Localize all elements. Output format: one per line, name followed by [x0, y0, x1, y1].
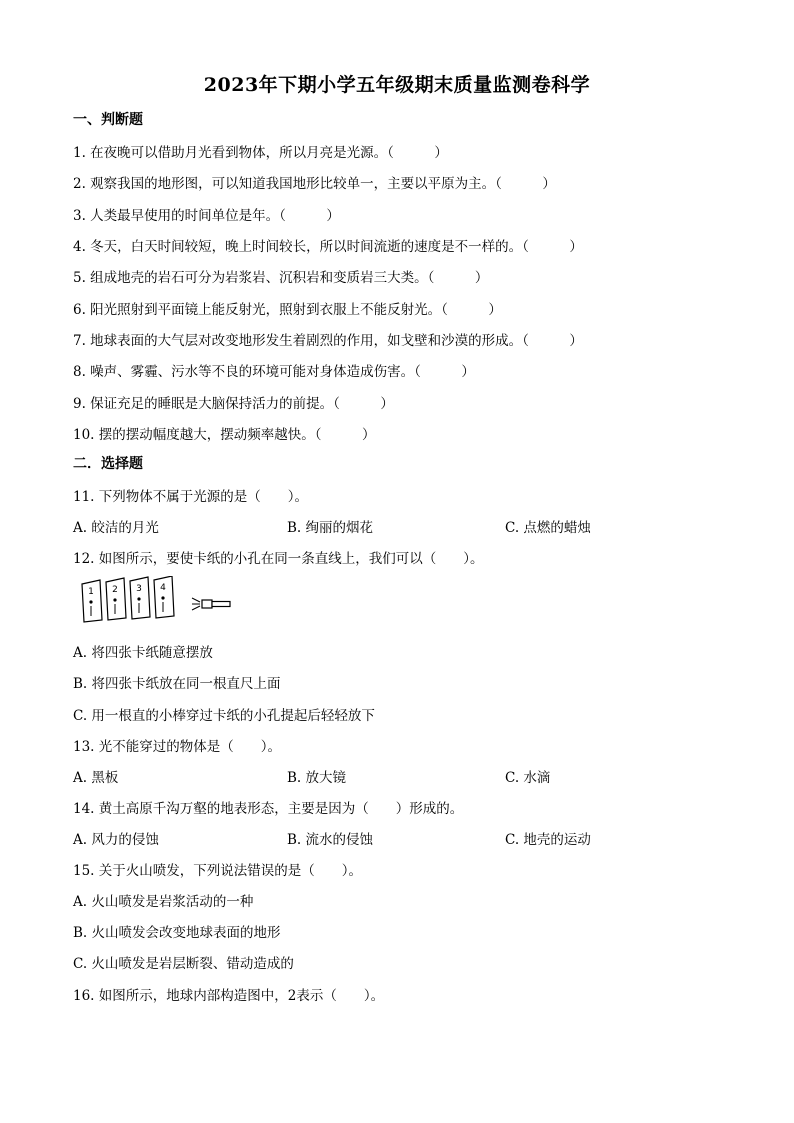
question-3: 3. 人类最早使用的时间单位是年。（ ）	[73, 208, 340, 224]
question-16-stem: 16. 如图所示，地球内部构造图中，2表示（ ）。	[73, 988, 385, 1004]
question-12-stem: 12. 如图所示，要使卡纸的小孔在同一条直线上，我们可以（ ）。	[73, 551, 484, 567]
question-11-option-c: C. 点燃的蜡烛	[505, 520, 591, 536]
question-5: 5. 组成地壳的岩石可分为岩浆岩、沉积岩和变质岩三大类。（ ）	[73, 270, 489, 286]
question-10: 10. 摆的摆动幅度越大，摆动频率越快。（ ）	[73, 427, 376, 443]
card-1	[82, 580, 102, 622]
question-9: 9. 保证充足的睡眠是大脑保持活力的前提。（ ）	[73, 396, 394, 412]
question-13-option-a: A. 黑板	[73, 770, 119, 786]
card-2-label: 2	[112, 585, 118, 595]
question-7: 7. 地球表面的大气层对改变地形发生着剧烈的作用，如戈壁和沙漠的形成。（ ）	[73, 333, 583, 349]
question-13-option-c: C. 水滴	[505, 770, 551, 786]
question-15-stem: 15. 关于火山喷发，下列说法错误的是（ ）。	[73, 863, 363, 879]
question-1: 1. 在夜晚可以借助月光看到物体，所以月亮是光源。（ ）	[73, 145, 448, 161]
question-15-option-a: A. 火山喷发是岩浆活动的一种	[73, 894, 254, 910]
card-4	[154, 576, 174, 618]
question-11-stem: 11. 下列物体不属于光源的是（ ）。	[73, 489, 309, 505]
question-13-option-b: B. 放大镜	[287, 770, 347, 786]
section-heading-multiple-choice: 二．选择题	[73, 456, 143, 472]
question-14-stem: 14. 黄土高原千沟万壑的地表形态，主要是因为（ ）形成的。	[73, 801, 464, 817]
question-14-option-a: A. 风力的侵蚀	[73, 832, 159, 848]
question-12-option-c: C. 用一根直的小棒穿过卡纸的小孔提起后轻轻放下	[73, 708, 375, 724]
question-2: 2. 观察我国的地形图，可以知道我国地形比较单一，主要以平原为主。（ ）	[73, 176, 556, 192]
card-3-label: 3	[136, 584, 142, 594]
section-heading-true-false: 一、判断题	[73, 112, 143, 128]
question-12-option-a: A. 将四张卡纸随意摆放	[73, 645, 213, 661]
cards-and-flashlight-figure	[80, 576, 240, 626]
card-2	[106, 578, 126, 620]
question-8: 8. 噪声、雾霾、污水等不良的环境可能对身体造成伤害。（ ）	[73, 364, 475, 380]
question-12-option-b: B. 将四张卡纸放在同一根直尺上面	[73, 676, 281, 692]
question-13-stem: 13. 光不能穿过的物体是（ ）。	[73, 739, 282, 755]
card-3	[130, 577, 150, 619]
page-title: 2023年下期小学五年级期末质量监测卷科学	[203, 74, 591, 96]
card-4-label: 4	[160, 583, 166, 593]
question-14-option-b: B. 流水的侵蚀	[287, 832, 374, 848]
question-4: 4. 冬天，白天时间较短，晚上时间较长，所以时间流逝的速度是不一样的。（ ）	[73, 239, 583, 255]
question-14-option-c: C. 地壳的运动	[505, 832, 591, 848]
question-15-option-c: C. 火山喷发是岩层断裂、错动造成的	[73, 956, 294, 972]
question-15-option-b: B. 火山喷发会改变地球表面的地形	[73, 925, 281, 941]
card-1-label: 1	[88, 587, 94, 597]
flashlight-icon	[192, 598, 230, 610]
question-6: 6. 阳光照射到平面镜上能反射光，照射到衣服上不能反射光。（ ）	[73, 302, 502, 318]
question-11-option-b: B. 绚丽的烟花	[287, 520, 374, 536]
question-11-option-a: A. 皎洁的月光	[73, 520, 159, 536]
